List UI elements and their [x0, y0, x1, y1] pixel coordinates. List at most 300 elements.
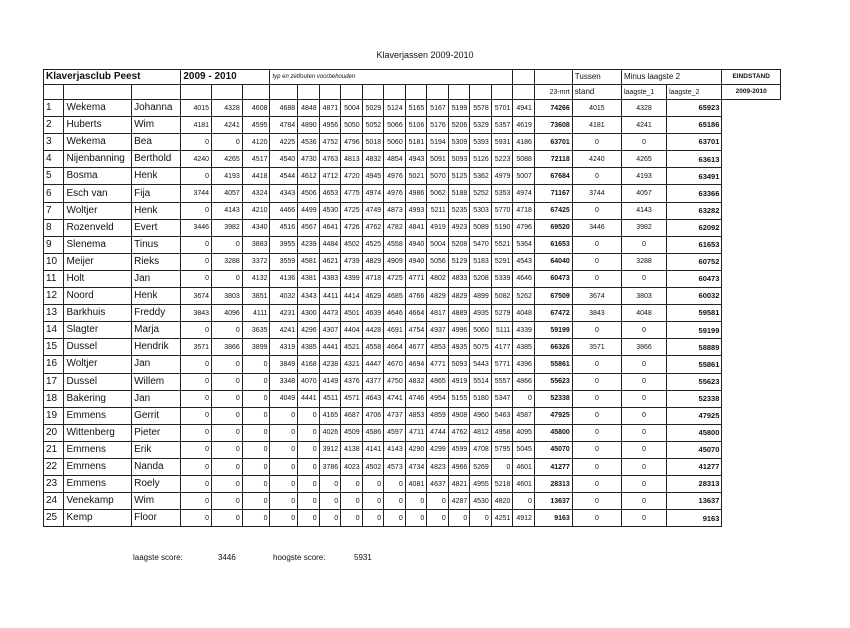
score-cell: 0 [298, 510, 320, 527]
score-cell: 4111 [242, 305, 270, 322]
score-cell: 5183 [470, 253, 492, 270]
score-cell: 4737 [384, 407, 406, 424]
score-cell: 4643 [362, 390, 384, 407]
first-name-cell: Fija [132, 185, 181, 202]
score-cell: 0 [298, 493, 320, 510]
last-name-cell: Holt [64, 270, 132, 287]
score-cell: 4741 [384, 390, 406, 407]
empty-cell [319, 85, 341, 100]
score-cell: 4601 [513, 476, 535, 493]
rank-cell: 23 [44, 476, 64, 493]
score-cell: 3446 [181, 219, 212, 236]
score-cell: 4070 [298, 373, 320, 390]
score-cell: 5088 [513, 151, 535, 168]
rank-cell: 4 [44, 151, 64, 168]
table-row [44, 117, 781, 134]
disclaimer-note: typ en zetfouten voorbehouden [270, 70, 513, 85]
rank-cell: 6 [44, 185, 64, 202]
score-cell: 0 [181, 493, 212, 510]
empty-cell [534, 70, 572, 85]
table-row [44, 407, 781, 424]
table-row [44, 493, 781, 510]
score-cell: 5093 [448, 356, 470, 373]
score-cell: 4832 [405, 373, 427, 390]
first-name-cell: Tinus [132, 236, 181, 253]
score-cell: 4637 [427, 476, 449, 493]
lowest-1-cell: 0 [572, 458, 621, 475]
score-cell: 5701 [491, 100, 513, 117]
score-cell: 0 [362, 493, 384, 510]
score-cell: 4945 [362, 168, 384, 185]
score-cell: 3559 [270, 253, 298, 270]
score-cell: 4414 [341, 288, 363, 305]
score-cell: 4986 [405, 185, 427, 202]
first-name-cell: Rieks [132, 253, 181, 270]
score-cell: 0 [181, 253, 212, 270]
table-row [44, 458, 781, 475]
score-cell: 3744 [181, 185, 212, 202]
final-score-cell: 59199 [667, 322, 722, 339]
score-cell: 4865 [427, 373, 449, 390]
score-cell: 4664 [384, 339, 406, 356]
rank-cell: 17 [44, 373, 64, 390]
score-cell: 5029 [362, 100, 384, 117]
score-cell: 4641 [319, 219, 341, 236]
score-cell: 0 [242, 458, 270, 475]
score-cell: 5176 [427, 117, 449, 134]
score-cell: 4149 [319, 373, 341, 390]
score-cell: 0 [427, 510, 449, 527]
score-cell: 5126 [470, 151, 492, 168]
score-cell: 4725 [341, 202, 363, 219]
score-cell: 0 [270, 493, 298, 510]
score-cell: 5004 [427, 236, 449, 253]
score-cell: 3883 [242, 236, 270, 253]
score-cell: 4530 [470, 493, 492, 510]
score-cell: 5021 [405, 168, 427, 185]
score-cell: 0 [242, 373, 270, 390]
score-cell: 4812 [470, 424, 492, 441]
lowest-1-cell: 3744 [572, 185, 621, 202]
score-cell: 5771 [491, 356, 513, 373]
score-cell: 4923 [448, 219, 470, 236]
score-cell: 4833 [448, 270, 470, 287]
score-cell: 4290 [405, 441, 427, 458]
score-cell: 5578 [470, 100, 492, 117]
first-name-cell: Gerrit [132, 407, 181, 424]
score-cell: 5262 [513, 288, 535, 305]
score-cell: 0 [405, 493, 427, 510]
score-cell: 4136 [270, 270, 298, 287]
laagste-2-header: laagste_2 [667, 85, 722, 100]
final-score-cell: 63701 [667, 134, 722, 151]
score-cell: 0 [405, 510, 427, 527]
minus-header: Minus laagste 2 [621, 70, 721, 85]
score-cell: 5364 [513, 236, 535, 253]
score-cell: 5931 [491, 134, 513, 151]
empty-cell [181, 85, 212, 100]
score-cell: 5124 [384, 100, 406, 117]
score-cell: 4321 [341, 356, 363, 373]
score-cell: 0 [242, 356, 270, 373]
rank-cell: 24 [44, 493, 64, 510]
score-cell: 4940 [405, 236, 427, 253]
score-cell: 4141 [362, 441, 384, 458]
tussen-header: Tussen [572, 70, 621, 85]
score-cell: 5018 [362, 134, 384, 151]
score-cell: 5291 [491, 253, 513, 270]
score-cell: 4694 [405, 356, 427, 373]
lowest-1-cell: 4015 [572, 100, 621, 117]
score-cell: 5463 [491, 407, 513, 424]
score-cell: 4240 [181, 151, 212, 168]
empty-cell [242, 85, 270, 100]
score-cell: 4296 [298, 322, 320, 339]
first-name-cell: Nanda [132, 458, 181, 475]
score-cell: 5208 [448, 236, 470, 253]
last-name-cell: Dussel [64, 339, 132, 356]
score-cell: 0 [242, 510, 270, 527]
stand-cell: 45800 [534, 424, 572, 441]
lowest-2-cell: 4057 [621, 185, 666, 202]
score-cell: 4447 [362, 356, 384, 373]
score-cell: 0 [212, 373, 243, 390]
score-cell: 5279 [491, 305, 513, 322]
score-cell: 0 [181, 441, 212, 458]
score-cell: 4441 [319, 339, 341, 356]
score-cell: 4571 [341, 390, 363, 407]
lowest-1-cell: 0 [572, 373, 621, 390]
score-cell: 5443 [470, 356, 492, 373]
lowest-2-cell: 4328 [621, 100, 666, 117]
score-cell: 5557 [491, 373, 513, 390]
score-cell: 4750 [384, 373, 406, 390]
score-cell: 0 [427, 493, 449, 510]
final-score-cell: 63491 [667, 168, 722, 185]
score-cell: 4670 [384, 356, 406, 373]
score-cell: 0 [181, 390, 212, 407]
lowest-2-cell: 0 [621, 458, 666, 475]
first-name-cell: Jan [132, 356, 181, 373]
score-cell: 5125 [448, 168, 470, 185]
first-name-cell: Wim [132, 493, 181, 510]
stand-cell: 66326 [534, 339, 572, 356]
stand-cell: 47925 [534, 407, 572, 424]
score-cell: 5050 [341, 117, 363, 134]
lowest-1-cell: 0 [572, 441, 621, 458]
score-cell: 4057 [212, 185, 243, 202]
eindstand-header: EINDSTAND [722, 70, 781, 85]
first-name-cell: Freddy [132, 305, 181, 322]
stand-cell: 52338 [534, 390, 572, 407]
score-cell: 5235 [448, 202, 470, 219]
score-cell: 0 [181, 322, 212, 339]
lowest-1-cell: 0 [572, 322, 621, 339]
score-cell: 4734 [405, 458, 427, 475]
lowest-1-cell: 0 [572, 236, 621, 253]
final-score-cell: 58889 [667, 339, 722, 356]
score-cell: 4015 [181, 100, 212, 117]
score-cell: 4328 [212, 100, 243, 117]
score-cell: 0 [212, 441, 243, 458]
score-cell: 4956 [319, 117, 341, 134]
table-row [44, 322, 781, 339]
score-cell: 4181 [181, 117, 212, 134]
score-cell: 4841 [405, 219, 427, 236]
score-cell: 4544 [270, 168, 298, 185]
score-cell: 5362 [470, 168, 492, 185]
highest-score-value: 5931 [354, 553, 372, 562]
score-cell: 4307 [319, 322, 341, 339]
score-cell: 5770 [491, 202, 513, 219]
score-cell: 5211 [427, 202, 449, 219]
empty-cell [427, 85, 449, 100]
score-cell: 4935 [448, 339, 470, 356]
score-cell: 4718 [362, 270, 384, 287]
table-row [44, 339, 781, 356]
score-cell: 4937 [427, 322, 449, 339]
last-name-cell: Emmens [64, 476, 132, 493]
score-cell: 4377 [362, 373, 384, 390]
score-cell: 4509 [341, 424, 363, 441]
score-cell: 5093 [448, 151, 470, 168]
score-cell: 4418 [242, 168, 270, 185]
score-cell: 4581 [298, 253, 320, 270]
score-cell: 4210 [242, 202, 270, 219]
score-cell: 3803 [212, 288, 243, 305]
final-score-cell: 61653 [667, 236, 722, 253]
score-cell: 4095 [513, 424, 535, 441]
score-cell: 4853 [405, 407, 427, 424]
score-cell: 4646 [384, 305, 406, 322]
score-cell: 4725 [384, 270, 406, 287]
score-cell: 4441 [298, 390, 320, 407]
score-cell: 4168 [298, 356, 320, 373]
score-cell: 4664 [405, 305, 427, 322]
score-cell: 4912 [513, 510, 535, 527]
score-cell: 5303 [470, 202, 492, 219]
final-score-cell: 41277 [667, 458, 722, 475]
score-cell: 0 [242, 407, 270, 424]
score-cell: 4739 [341, 253, 363, 270]
lowest-1-cell: 0 [572, 270, 621, 287]
score-cell: 4653 [319, 185, 341, 202]
score-cell: 0 [242, 424, 270, 441]
stand-cell: 55861 [534, 356, 572, 373]
score-cell: 5357 [491, 117, 513, 134]
score-cell: 4143 [212, 202, 243, 219]
lowest-1-cell: 0 [572, 493, 621, 510]
score-cell: 4096 [212, 305, 243, 322]
score-cell: 4955 [470, 476, 492, 493]
final-score-cell: 63613 [667, 151, 722, 168]
score-cell: 4506 [298, 185, 320, 202]
score-cell: 4138 [341, 441, 363, 458]
final-score-cell: 52338 [667, 390, 722, 407]
score-cell: 4691 [384, 322, 406, 339]
empty-cell [132, 85, 181, 100]
rank-cell: 14 [44, 322, 64, 339]
score-cell: 0 [212, 322, 243, 339]
score-cell: 3786 [319, 458, 341, 475]
score-cell: 5004 [341, 100, 363, 117]
first-name-cell: Wim [132, 117, 181, 134]
empty-cell [470, 85, 492, 100]
score-cell: 5218 [491, 476, 513, 493]
score-cell: 3849 [270, 356, 298, 373]
lowest-2-cell: 0 [621, 236, 666, 253]
table-row [44, 390, 781, 407]
score-cell: 4324 [242, 185, 270, 202]
lowest-1-cell: 3674 [572, 288, 621, 305]
score-table [43, 69, 781, 527]
table-row [44, 236, 781, 253]
score-cell: 0 [181, 356, 212, 373]
last-name-cell: Dussel [64, 373, 132, 390]
score-cell: 0 [270, 476, 298, 493]
score-cell: 3866 [212, 339, 243, 356]
score-cell: 4771 [427, 356, 449, 373]
last-name-cell: Slagter [64, 322, 132, 339]
score-cell: 4639 [362, 305, 384, 322]
score-cell: 0 [212, 476, 243, 493]
stand-cell: 60473 [534, 270, 572, 287]
empty-cell [384, 85, 406, 100]
score-cell: 4049 [270, 390, 298, 407]
lowest-2-cell: 4193 [621, 168, 666, 185]
score-cell: 4960 [470, 407, 492, 424]
lowest-2-cell: 3803 [621, 288, 666, 305]
score-cell: 5060 [470, 322, 492, 339]
score-cell: 4540 [270, 151, 298, 168]
lowest-2-cell: 0 [621, 322, 666, 339]
score-cell: 4428 [362, 322, 384, 339]
score-cell: 4265 [212, 151, 243, 168]
table-row [44, 219, 781, 236]
rank-cell: 3 [44, 134, 64, 151]
score-cell: 5353 [491, 185, 513, 202]
score-cell: 0 [362, 510, 384, 527]
score-cell: 5393 [470, 134, 492, 151]
score-cell: 3912 [319, 441, 341, 458]
table-row [44, 151, 781, 168]
empty-cell [362, 85, 384, 100]
score-cell: 5060 [384, 134, 406, 151]
score-cell: 5339 [491, 270, 513, 287]
score-cell: 0 [298, 476, 320, 493]
last-name-cell: Venekamp [64, 493, 132, 510]
score-cell: 5223 [491, 151, 513, 168]
score-cell: 4752 [319, 134, 341, 151]
score-cell: 4340 [242, 219, 270, 236]
score-cell: 0 [212, 407, 243, 424]
score-cell: 5521 [491, 236, 513, 253]
score-cell: 4543 [513, 253, 535, 270]
first-name-cell: Roely [132, 476, 181, 493]
empty-cell [212, 85, 243, 100]
score-cell: 0 [298, 407, 320, 424]
score-cell: 4597 [384, 424, 406, 441]
rank-cell: 1 [44, 100, 64, 117]
score-cell: 4829 [362, 253, 384, 270]
score-cell: 3899 [242, 339, 270, 356]
rank-cell: 21 [44, 441, 64, 458]
score-cell: 4558 [384, 236, 406, 253]
laagste-1-header: laagste_1 [621, 85, 666, 100]
score-cell: 5106 [405, 117, 427, 134]
score-cell: 4720 [341, 168, 363, 185]
table-row [44, 441, 781, 458]
lowest-2-cell: 0 [621, 493, 666, 510]
score-cell: 4821 [448, 476, 470, 493]
score-cell: 4484 [319, 236, 341, 253]
score-cell: 5070 [427, 168, 449, 185]
empty-cell [513, 70, 535, 85]
score-cell: 0 [319, 510, 341, 527]
lowest-1-cell: 3446 [572, 219, 621, 236]
stand-cell: 28313 [534, 476, 572, 493]
score-cell: 4502 [362, 458, 384, 475]
score-cell: 4120 [242, 134, 270, 151]
lowest-1-cell: 0 [572, 202, 621, 219]
stand-cell: 73608 [534, 117, 572, 134]
last-name-cell: Wittenberg [64, 424, 132, 441]
lowest-1-cell: 0 [572, 476, 621, 493]
score-cell: 4567 [298, 219, 320, 236]
lowest-2-cell: 0 [621, 390, 666, 407]
last-name-cell: Meijer [64, 253, 132, 270]
score-cell: 3674 [181, 288, 212, 305]
final-score-cell: 60032 [667, 288, 722, 305]
table-row [44, 510, 781, 527]
rank-cell: 11 [44, 270, 64, 287]
score-cell: 5514 [470, 373, 492, 390]
score-cell: 5188 [448, 185, 470, 202]
score-cell: 5269 [470, 458, 492, 475]
lowest-score-label: laagste score: [133, 553, 183, 562]
score-cell: 5347 [491, 390, 513, 407]
score-cell: 4586 [362, 424, 384, 441]
score-cell: 4023 [341, 458, 363, 475]
score-cell: 0 [341, 493, 363, 510]
score-cell: 0 [212, 356, 243, 373]
score-cell: 0 [181, 458, 212, 475]
score-cell: 0 [242, 390, 270, 407]
score-cell: 4718 [513, 202, 535, 219]
table-row [44, 305, 781, 322]
score-cell: 0 [270, 441, 298, 458]
score-cell: 4813 [341, 151, 363, 168]
score-cell: 0 [181, 510, 212, 527]
last-name-cell: Woltjer [64, 356, 132, 373]
rank-cell: 25 [44, 510, 64, 527]
score-cell: 4754 [405, 322, 427, 339]
score-cell: 4908 [448, 407, 470, 424]
score-cell: 4629 [362, 288, 384, 305]
score-cell: 0 [319, 493, 341, 510]
rank-cell: 8 [44, 219, 64, 236]
score-cell: 4784 [270, 117, 298, 134]
score-cell: 3635 [242, 322, 270, 339]
stand-cell: 41277 [534, 458, 572, 475]
score-cell: 0 [270, 458, 298, 475]
score-cell: 3851 [242, 288, 270, 305]
first-name-cell: Floor [132, 510, 181, 527]
score-cell: 4026 [319, 424, 341, 441]
table-row [44, 185, 781, 202]
last-name-cell: Emmens [64, 458, 132, 475]
rank-cell: 20 [44, 424, 64, 441]
